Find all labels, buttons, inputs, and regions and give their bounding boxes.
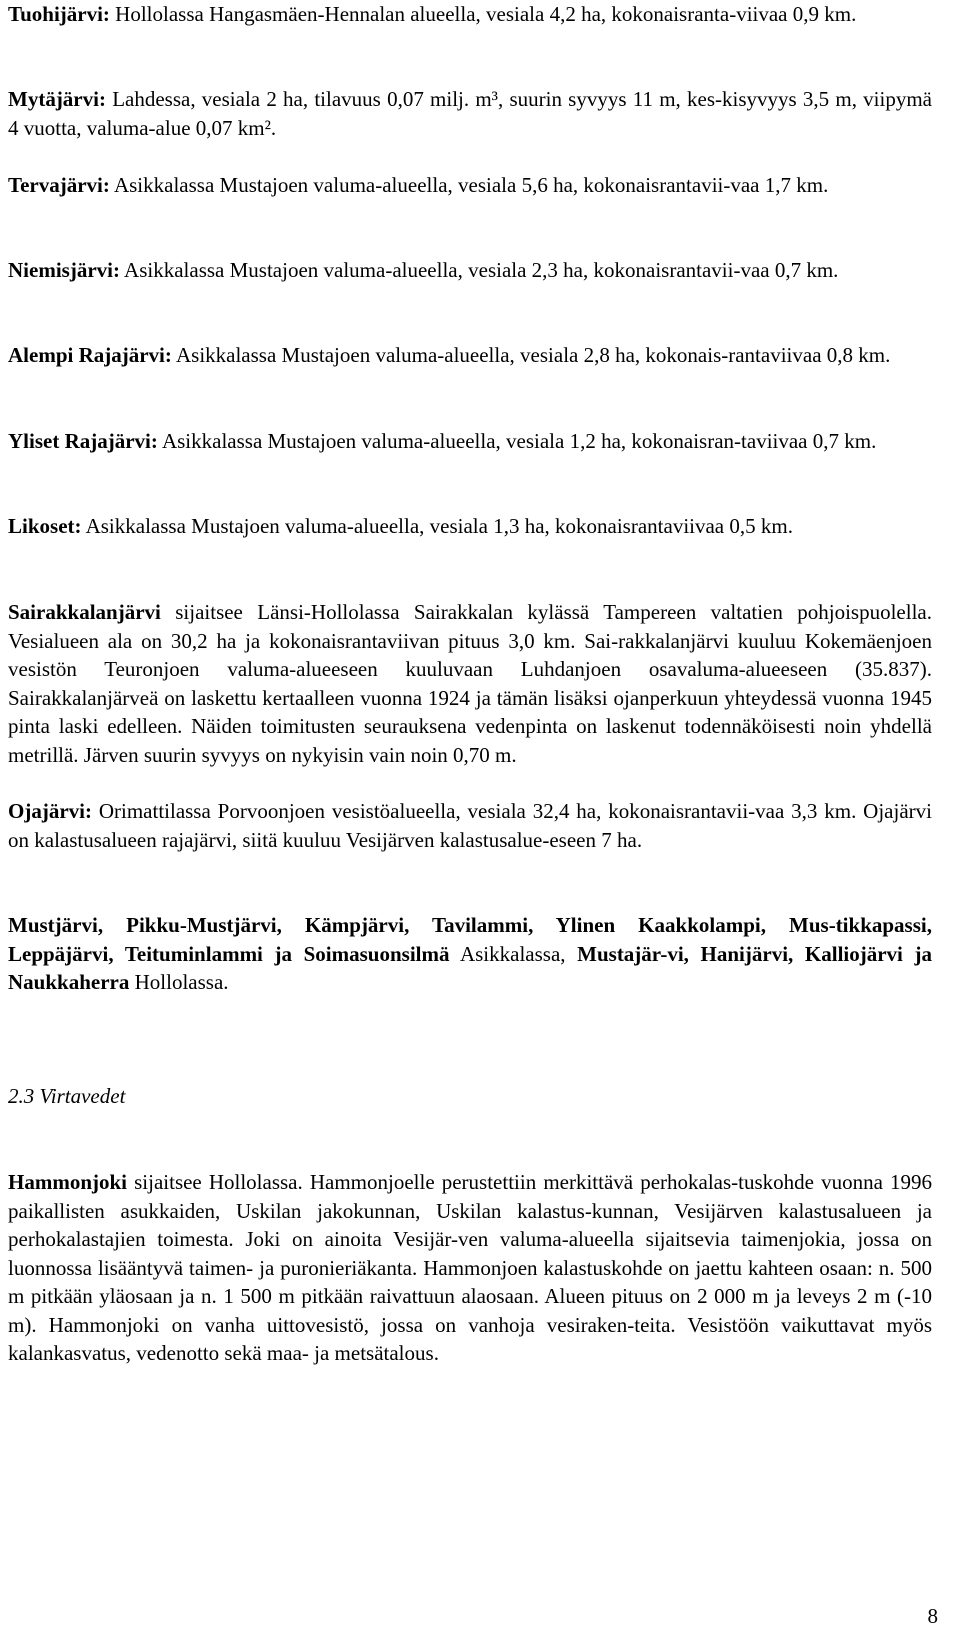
paragraph-sairakkalanjarvi [8,598,932,769]
paragraph-alempi-rajajarvi [8,341,932,370]
lake-description: Orimattilassa Porvoonjoen vesistöalueella, vesiala 32,4 ha, kokonaisrantavii-vaa 3,3 km. Ojajärvi on kalastusalueen rajajärvi, siitä kuuluu Vesijärven kalastusalue-eseen 7 ha. [8,799,932,852]
lake-name: Alempi Rajajärvi: [8,343,172,367]
page-number: 8 [927,1604,938,1628]
lake-name: Yliset Rajajärvi: [8,429,158,453]
paragraph-tuohijarvi [8,0,932,29]
lake-name: Tervajärvi: [8,173,110,197]
lake-name: Ojajärvi: [8,799,92,823]
lake-names-group-2: Mustajär-vi, Hanijärvi, Kalliojärvi ja Naukkaherra [8,941,932,994]
section-heading: 2.3 Virtavedet [8,1084,126,1108]
lake-names-group-1: Mustjärvi, Pikku-Mustjärvi, Kämpjärvi, Tavilammi, Ylinen Kaakkolampi, Mus-tikkapassi, Leppäjärvi, Teituminlammi ja Soimasuonsilmä [8,913,932,966]
paragraph-ojajarvi [8,797,932,854]
lake-description: Asikkalassa Mustajoen valuma-alueella, vesiala 5,6 ha, kokonaisrantavii-vaa 1,7 km. [109,173,829,197]
river-description: sijaitsee Hollolassa. Hammonjoelle perustettiin merkittävä perhokalas-tuskohde vuonna 1996 paikallisten asukkaiden, Uskilan jakokunnan, Uskilan kalastus-kunnan, Vesijärven kalastusalueen ja perhokalastajien toimesta. Joki on ainoita Vesijär-ven valuma-alueella sijaitsevia taimenjokia, jossa on luonnossa lisääntyvä taimen- ja puronieriäkanta. Hammonjoen kalastuskohde on jaettu kahteen osaan: n. 500 m pitkään yläosaan ja n. 1 500 m pitkään raivattuun alaosaan. Alueen pituus on 2 000 m ja leveys 2 m (-10 m). Hammonjoki on vanha uittovesistö, jossa on vanhoja vesiraken-teita. Vesistöön vaikuttavat myös kalankasvatus, vedenotto sekä maa- ja metsätalous. [8,1170,932,1365]
lake-description: Hollolassa Hangasmäen-Hennalan alueella, vesiala 4,2 ha, kokonaisranta-viivaa 0,9 km. [109,2,857,26]
lake-description: Asikkalassa Mustajoen valuma-alueella, vesiala 2,3 ha, kokonaisrantavii-vaa 0,7 km. [119,258,839,282]
municipality-1: Asikkalassa, [449,941,578,966]
lake-description: Asikkalassa Mustajoen valuma-alueella, vesiala 2,8 ha, kokonais-rantaviivaa 0,8 km. [171,343,891,367]
municipality-2: Hollolassa. [129,970,229,994]
lake-name: Niemisjärvi: [8,258,120,282]
lake-name: Mytäjärvi: [8,87,106,111]
paragraph-mytajarvi [8,85,932,142]
paragraph-yliset-rajajarvi [8,427,932,456]
paragraph-hammonjoki [8,1168,932,1368]
lake-description: Asikkalassa Mustajoen valuma-alueella, vesiala 1,3 ha, kokonaisrantaviivaa 0,5 km. [81,514,793,538]
paragraph-likoset [8,512,932,541]
lake-description: Lahdessa, vesiala 2 ha, tilavuus 0,07 milj. m³, suurin syvyys 11 m, kes-kisyvyys 3,5 m, viipymä 4 vuotta, valuma-alue 0,07 km². [8,87,932,140]
paragraph-tervajarvi [8,171,932,200]
lake-name: Likoset: [8,514,82,538]
paragraph-niemisjarvi [8,256,932,285]
lake-name: Sairakkalanjärvi [8,600,161,624]
lake-description: sijaitsee Länsi-Hollolassa Sairakkalan kylässä Tampereen valtatien pohjoispuolella. Vesialueen ala on 30,2 ha ja kokonaisrantaviivan pituus 3,0 km. Sai-rakkalanjärvi kuuluu Kokemäenjoen vesistön Teuronjoen valuma-alueeseen kuuluvaan Luhdanjoen osavaluma-alueeseen (35.837). Sairakkalanjärveä on laskettu kertaalleen vuonna 1924 ja tämän lisäksi ojanperkuun yhteydessä vuonna 1945 pinta laski edelleen. Näiden toimitusten seurauksena vedenpinta on laskenut todennäköisesti noin yhdellä metrillä. Järven suurin syvyys on nykyisin vain noin 0,70 m. [8,600,932,767]
lake-description: Asikkalassa Mustajoen valuma-alueella, vesiala 1,2 ha, kokonaisran-taviivaa 0,7 km. [157,429,877,453]
river-name: Hammonjoki [8,1170,128,1194]
lake-name: Tuohijärvi: [8,2,110,26]
paragraph-lakes-list [8,911,932,997]
